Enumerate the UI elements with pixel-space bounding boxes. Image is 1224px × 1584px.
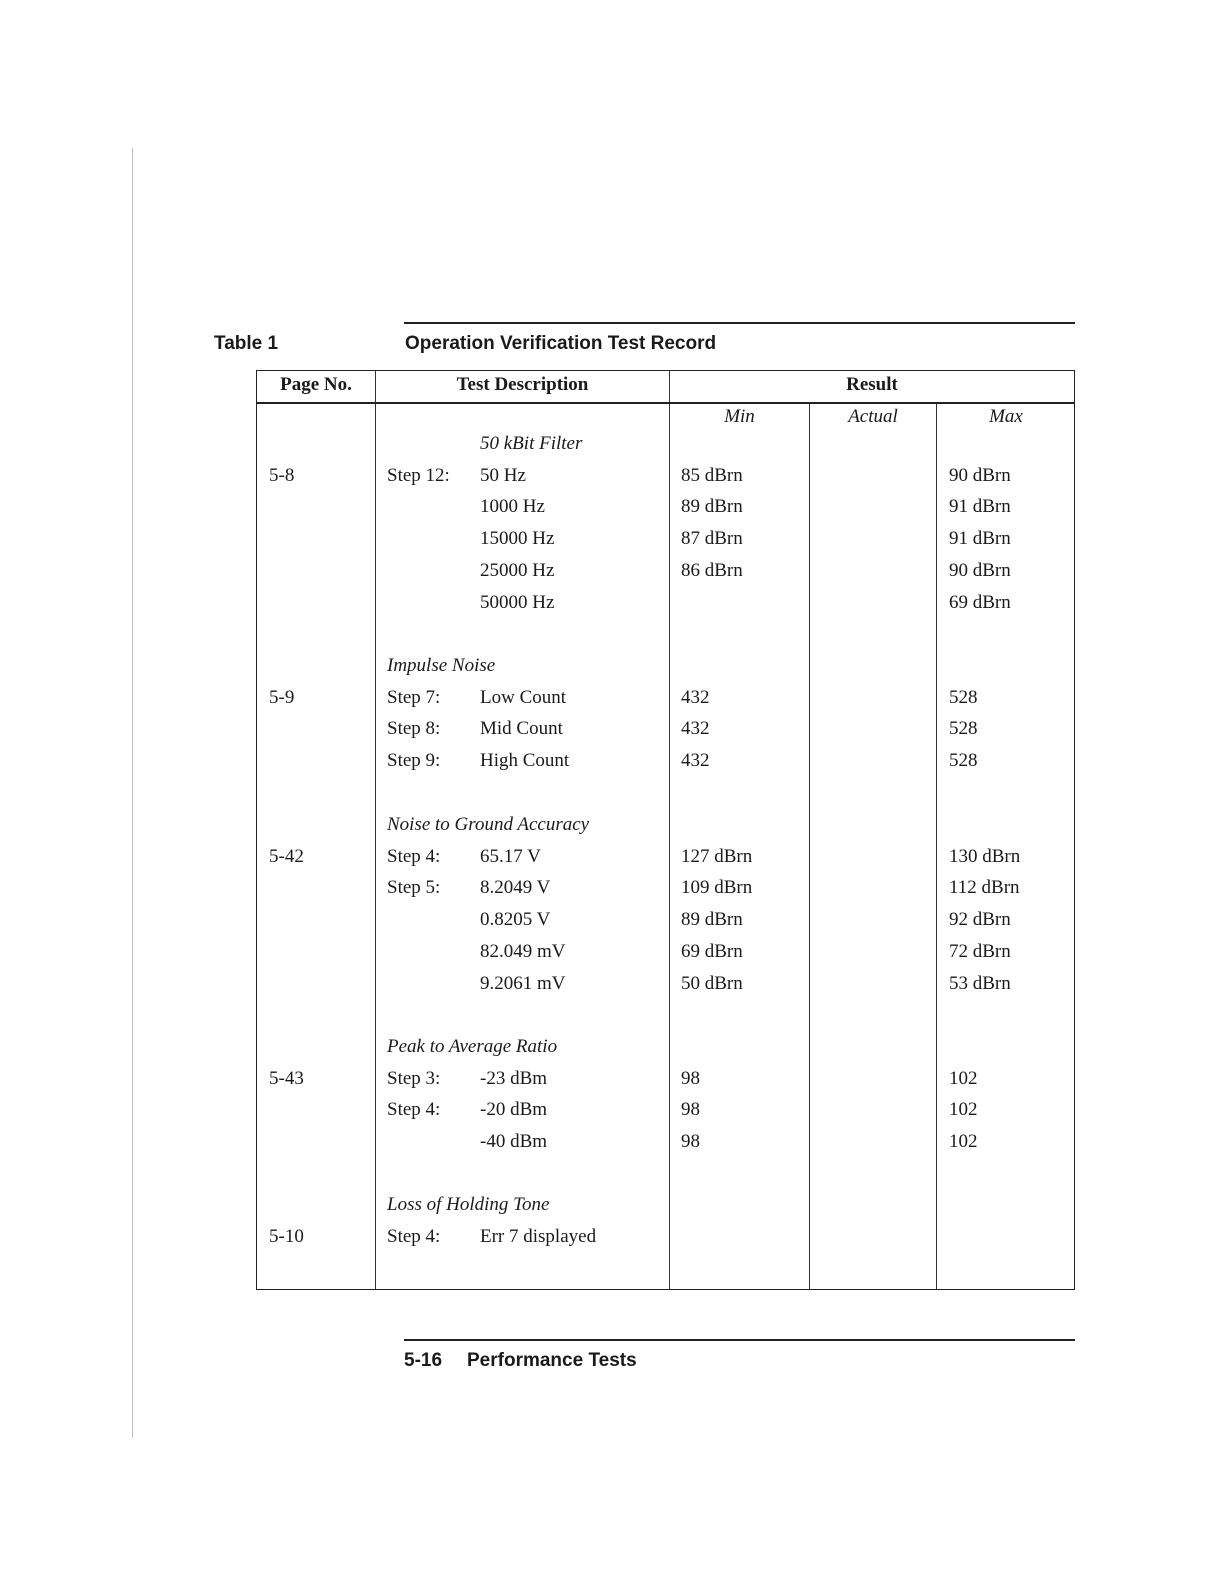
- step-cell: Step 12:: [387, 464, 450, 486]
- description-cell: 1000 Hz: [480, 496, 545, 518]
- max-cell: 91 dBrn: [949, 528, 1011, 550]
- description-cell: 9.2061 mV: [480, 972, 566, 994]
- table-label: Table 1: [214, 333, 279, 354]
- step-cell: Step 9:: [387, 750, 441, 772]
- description-cell: 65.17 V: [480, 845, 541, 867]
- description-cell: High Count: [480, 750, 570, 772]
- min-cell: 89 dBrn: [681, 909, 743, 931]
- page-number-cell: 5-42: [269, 845, 304, 867]
- description-cell: -20 dBm: [480, 1099, 548, 1121]
- header-page-no: Page No.: [280, 374, 352, 395]
- max-cell: 92 dBrn: [949, 909, 1011, 931]
- subheader-min: Min: [724, 406, 755, 427]
- column-divider: [936, 403, 937, 1289]
- max-cell: 102: [949, 1099, 978, 1121]
- step-cell: Step 5:: [387, 877, 441, 899]
- step-cell: Step 7:: [387, 686, 441, 708]
- section-heading: Noise to Ground Accuracy: [387, 814, 590, 835]
- description-cell: Err 7 displayed: [480, 1225, 597, 1247]
- title-rule: [404, 322, 1075, 324]
- description-cell: 82.049 mV: [480, 940, 566, 962]
- column-divider: [809, 403, 810, 1289]
- max-cell: 112 dBrn: [949, 877, 1020, 899]
- step-cell: Step 4:: [387, 1225, 441, 1247]
- max-cell: 102: [949, 1131, 978, 1153]
- page-number-cell: 5-8: [269, 464, 295, 486]
- min-cell: 432: [681, 686, 710, 708]
- max-cell: 130 dBrn: [949, 845, 1021, 867]
- description-cell: -23 dBm: [480, 1067, 548, 1089]
- description-cell: 15000 Hz: [480, 528, 555, 550]
- description-cell: Low Count: [480, 686, 567, 708]
- min-cell: 109 dBrn: [681, 877, 753, 899]
- max-cell: 528: [949, 718, 978, 740]
- min-cell: 432: [681, 718, 710, 740]
- footer-section-title: Performance Tests: [467, 1350, 637, 1371]
- footer-page-number: 5-16: [404, 1350, 443, 1371]
- min-cell: 127 dBrn: [681, 845, 753, 867]
- section-heading: 50 kBit Filter: [480, 433, 583, 454]
- section-heading: Peak to Average Ratio: [387, 1036, 558, 1057]
- max-cell: 91 dBrn: [949, 496, 1011, 518]
- min-cell: 432: [681, 750, 710, 772]
- max-cell: 90 dBrn: [949, 559, 1011, 581]
- max-cell: 90 dBrn: [949, 464, 1011, 486]
- test-record-table: [256, 370, 1075, 1290]
- description-cell: Mid Count: [480, 718, 563, 740]
- header-test-description: Test Description: [456, 374, 589, 395]
- description-cell: -40 dBm: [480, 1131, 548, 1153]
- column-divider: [375, 371, 376, 1289]
- min-cell: 85 dBrn: [681, 464, 743, 486]
- min-cell: 69 dBrn: [681, 940, 743, 962]
- max-cell: 69 dBrn: [949, 591, 1011, 613]
- min-cell: 50 dBrn: [681, 972, 743, 994]
- table-title: Operation Verification Test Record: [405, 333, 717, 354]
- step-cell: Step 3:: [387, 1067, 441, 1089]
- max-cell: 528: [949, 686, 978, 708]
- max-cell: 528: [949, 750, 978, 772]
- min-cell: 98: [681, 1067, 700, 1089]
- min-cell: 86 dBrn: [681, 559, 743, 581]
- description-cell: 50000 Hz: [480, 591, 555, 613]
- page-number-cell: 5-10: [269, 1225, 304, 1247]
- description-cell: 50 Hz: [480, 464, 526, 486]
- min-cell: 98: [681, 1099, 700, 1121]
- description-cell: 8.2049 V: [480, 877, 551, 899]
- footer-rule: [404, 1339, 1075, 1341]
- description-cell: 25000 Hz: [480, 559, 555, 581]
- column-divider: [669, 371, 670, 1289]
- step-cell: Step 4:: [387, 1099, 441, 1121]
- header-result: Result: [846, 374, 898, 395]
- min-cell: 87 dBrn: [681, 528, 743, 550]
- page-number-cell: 5-43: [269, 1067, 304, 1089]
- max-cell: 53 dBrn: [949, 972, 1011, 994]
- subheader-actual: Actual: [848, 406, 898, 427]
- binding-margin-line: [132, 148, 133, 1438]
- step-cell: Step 4:: [387, 845, 441, 867]
- subheader-max: Max: [989, 406, 1023, 427]
- description-cell: 0.8205 V: [480, 909, 551, 931]
- min-cell: 98: [681, 1131, 700, 1153]
- section-heading: Loss of Holding Tone: [387, 1194, 550, 1215]
- max-cell: 102: [949, 1067, 978, 1089]
- max-cell: 72 dBrn: [949, 940, 1011, 962]
- section-heading: Impulse Noise: [387, 655, 496, 676]
- page-number-cell: 5-9: [269, 686, 295, 708]
- step-cell: Step 8:: [387, 718, 441, 740]
- min-cell: 89 dBrn: [681, 496, 743, 518]
